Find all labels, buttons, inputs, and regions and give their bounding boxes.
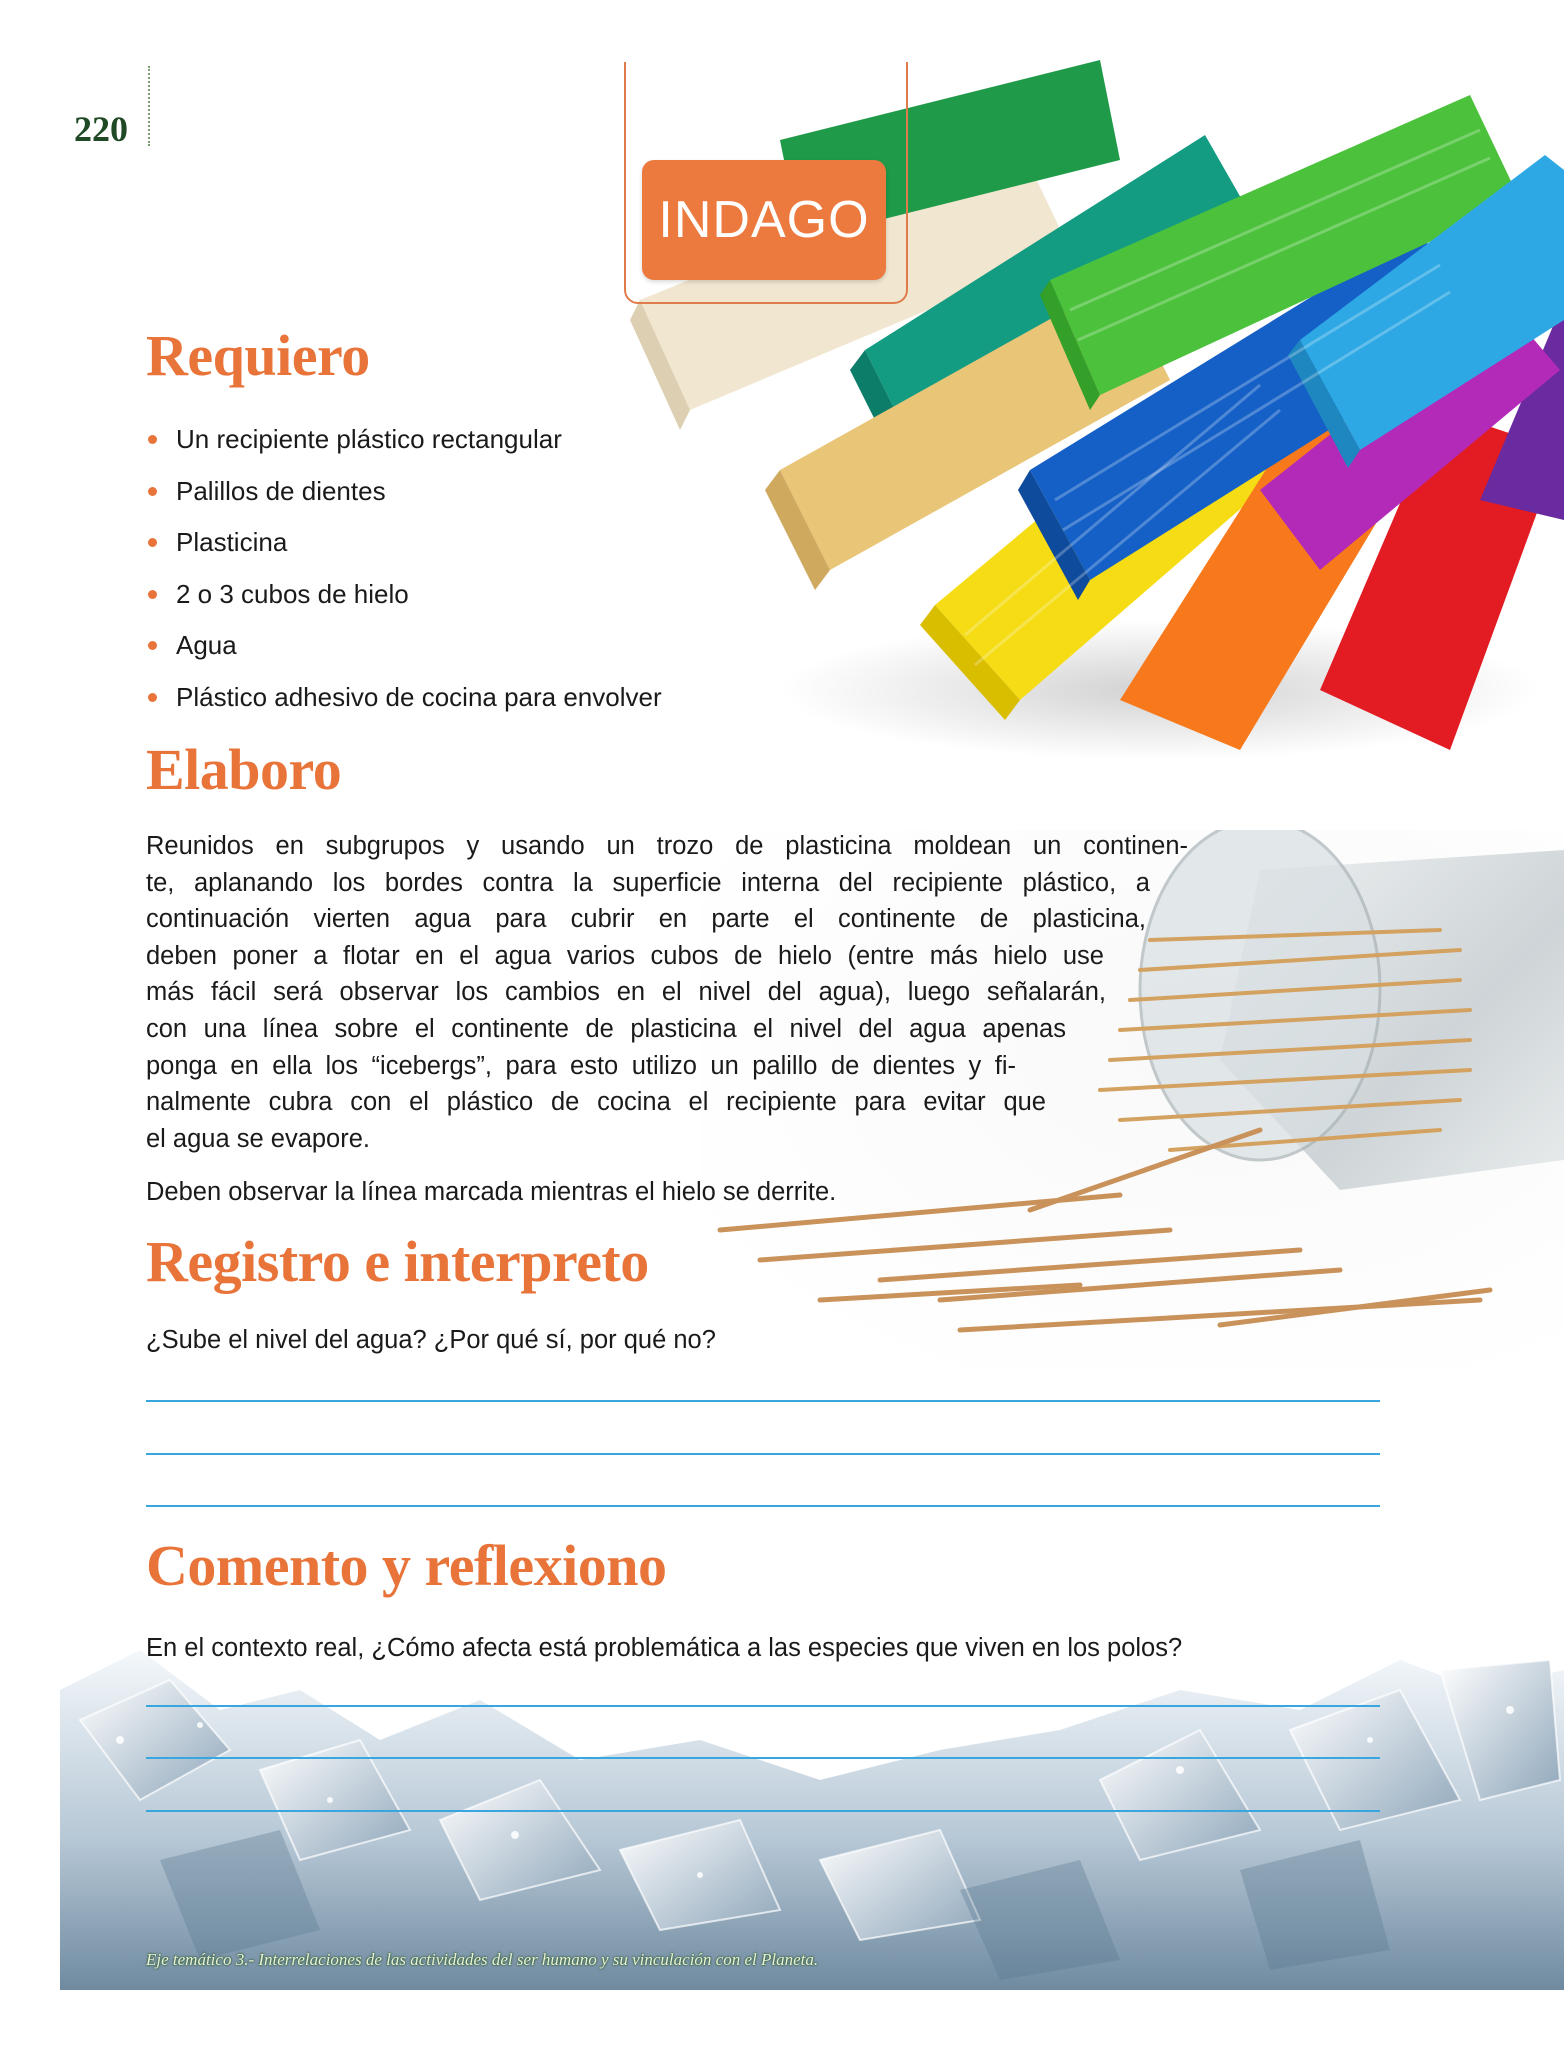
heading-registro: Registro e interpreto [146,1229,649,1294]
page-number: 220 [74,109,128,149]
answer-line[interactable] [146,1505,1380,1507]
registro-question: ¿Sube el nivel del agua? ¿Por qué sí, por qué no? [146,1326,716,1354]
text-line: Reunidos en subgrupos y usando un trozo de plasticina moldean un continen- [146,832,1188,860]
heading-comento: Comento y reflexiono [146,1533,667,1598]
list-item: Plasticina [146,521,786,573]
list-item: Palillos de dientes [146,470,786,522]
heading-elaboro: Elaboro [146,737,342,802]
comento-question: En el contexto real, ¿Cómo afecta está problemática a las especies que viven en los polos? [146,1634,1183,1662]
text-line: más fácil será observar los cambios en el nivel del agua), luego señalarán, [146,978,1106,1007]
list-item: Plástico adhesivo de cocina para envolver [146,676,786,728]
page-number-divider [148,66,150,146]
text-line: con una línea sobre el continente de plasticina el nivel del agua apenas [146,1014,1066,1043]
text-line: nalmente cubra con el plástico de cocina el recipiente para evitar que [146,1088,1046,1117]
heading-requiero: Requiero [146,323,370,388]
answer-line[interactable] [146,1757,1380,1759]
text-line: ponga en ella los “icebergs”, para esto utilizo un palillo de dientes y fi- [146,1051,1016,1080]
answer-line[interactable] [146,1810,1380,1812]
elaboro-paragraph [146,828,1188,1157]
list-item: Un recipiente plástico rectangular [146,418,786,470]
section-badge: INDAGO [642,160,886,280]
text-line: continuación vierten agua para cubrir en parte el continente de plasticina, [146,905,1146,934]
materials-list [146,418,786,728]
list-item: 2 o 3 cubos de hielo [146,573,786,625]
elaboro-paragraph-2: Deben observar la línea marcada mientras el hielo se derrite. [146,1178,837,1206]
text-line: deben poner a flotar en el agua varios cubos de hielo (entre más hielo use [146,941,1104,970]
answer-line[interactable] [146,1705,1380,1707]
answer-line[interactable] [146,1453,1380,1455]
text-line: te, aplanando los bordes contra la superficie interna del recipiente plástico, a [146,868,1150,897]
text-line: el agua se evapore. [146,1124,370,1153]
answer-line[interactable] [146,1400,1380,1402]
list-item: Agua [146,624,786,676]
footer-theme: Eje temático 3.- Interrelaciones de las actividades del ser humano y su vinculación con el Planeta. [146,1950,819,1969]
